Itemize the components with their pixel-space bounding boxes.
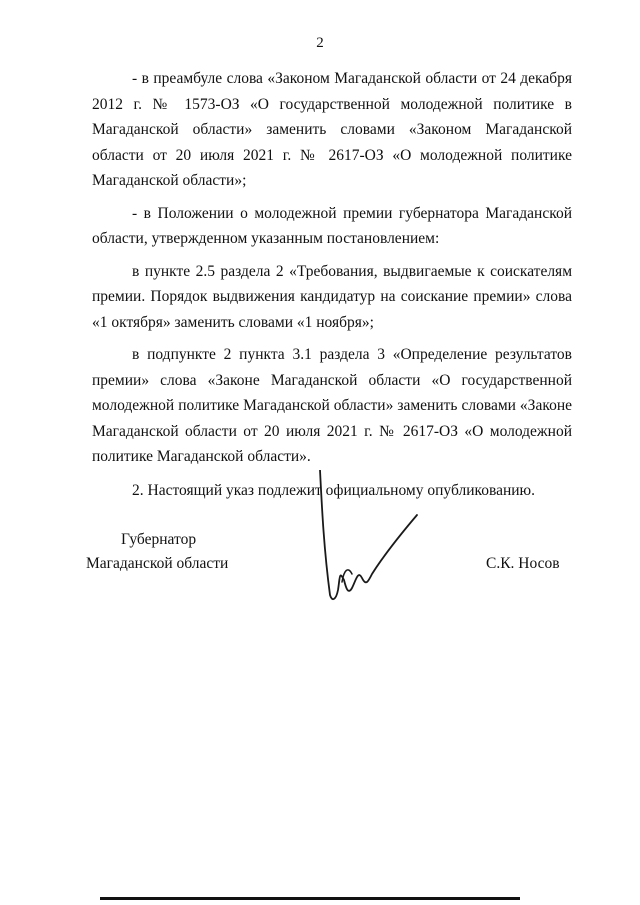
signer-name: С.К. Носов xyxy=(486,555,560,572)
signatory-title-line2: Магаданской области xyxy=(86,555,229,572)
handwritten-signature xyxy=(312,470,432,610)
signatory-title-line1: Губернатор xyxy=(121,531,197,548)
document-body xyxy=(92,66,572,510)
paragraph-preamble: - в преамбуле слова «Законом Магаданской области от 24 декабря 2012 г. № 1573-ОЗ «О государственной молодежной политике в Магаданской области» заменить словами «Законом Магаданской области от 20 июля 2021 г. № 2617-ОЗ «О молодежной политике Магаданской области»; xyxy=(92,70,572,189)
paragraph-clause-2-5: в пункте 2.5 раздела 2 «Требования, выдвигаемые к соискателям премии. Порядок выдвижения кандидатур на соискание премии» слова «1 октября» заменить словами «1 ноября»; xyxy=(92,262,572,331)
signatory-title xyxy=(86,528,228,576)
paragraph-regulation: - в Положении о молодежной премии губернатора Магаданской области, утвержденном указанным постановлением: xyxy=(92,204,572,247)
paragraph-clause-3-1: в подпункте 2 пункта 3.1 раздела 3 «Определение результатов премии» слова «Законе Магаданской области «О государственной молодежной политике Магаданской области» заменить словами «Законе Магаданской области от 20 июля 2021 г. № 2617-ОЗ «О молодежной политике Магаданской области». xyxy=(92,346,572,465)
page-number: 2 xyxy=(316,35,324,51)
paragraph-publication: 2. Настоящий указ подлежит официальному опубликованию. xyxy=(132,481,536,499)
bottom-rule xyxy=(100,897,520,900)
